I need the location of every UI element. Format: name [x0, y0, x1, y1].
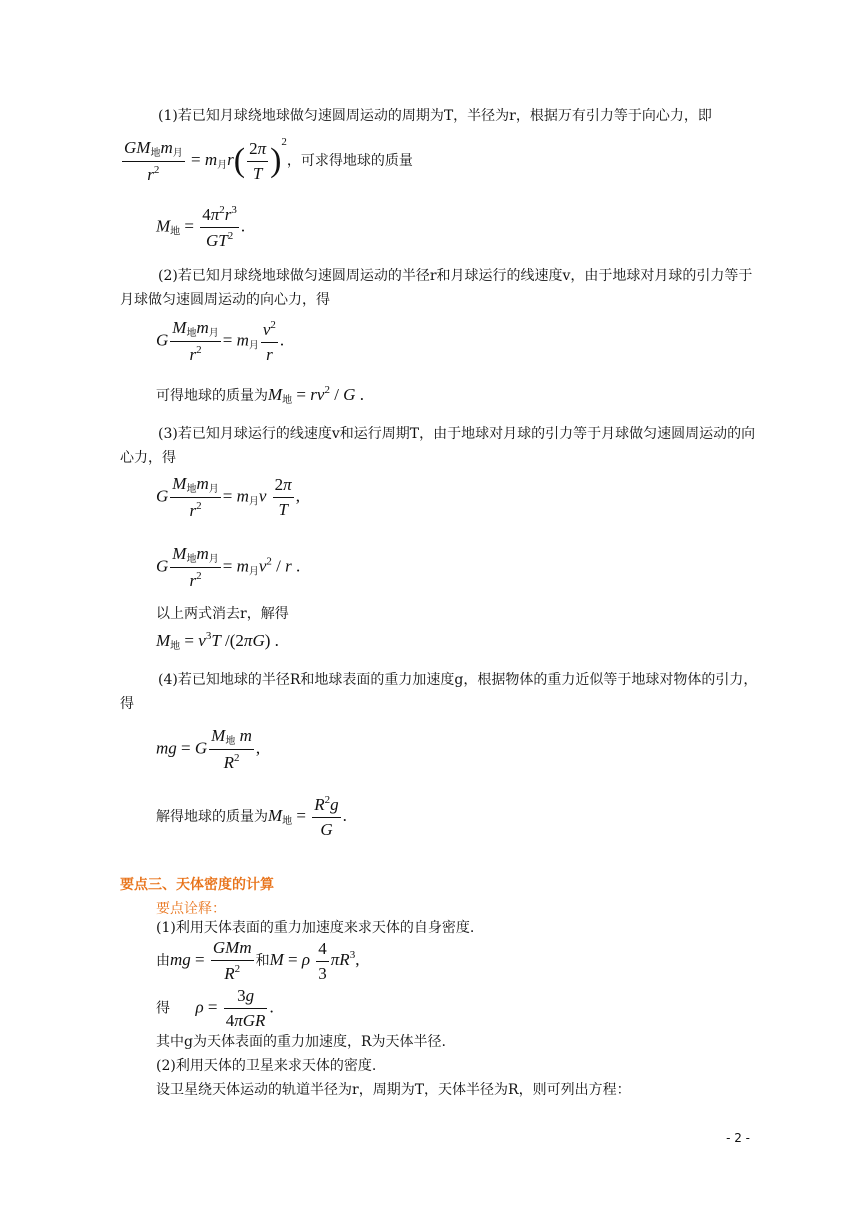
paragraph-1-tail: ，可求得地球的质量 [286, 153, 413, 169]
paragraph-3: (3)若已知月球运行的线速度v和运行周期T，由于地球对月球的引力等于月球做匀速圆周运动的向心力，得 [120, 426, 756, 466]
equation-mass-period: $M_地$ = $\frac{4\pi^2r^3}{GT^2}$ . [156, 204, 246, 250]
mass-result-vt: $M_地 = v^3T$ /(2πG) . [156, 630, 279, 652]
page-number: - 2 - [726, 1131, 750, 1145]
equation-density-result: 得 ρ = $\frac{3g}{\text{4πGR}}$ . [156, 986, 274, 1030]
paragraph-4: (4)若已知地球的半径R和地球表面的重力加速度g，根据物体的重力近似等于地球对物体的引力，得 [120, 672, 758, 712]
eliminate-text: 以上两式消去r，解得 [156, 606, 289, 622]
section-heading: 要点三、天体密度的计算 [120, 877, 274, 893]
paragraph-2: (2)若已知月球绕地球做匀速圆周运动的半径r和月球运行的线速度v，由于地球对月球的引力等于月球做匀速圆周运动的向心力，得 [120, 268, 753, 308]
equation-gravity-velocity: G $\frac{M_地m_月}{r^2}$ = $m_月$ $\frac{v^2}{r}$ . [156, 318, 285, 364]
equation-weight-gravity: mg = G $\frac{M_地 m}{R^2}$ , [156, 726, 261, 772]
item-1: (1)利用天体表面的重力加速度来求天体的自身密度. [156, 920, 475, 936]
equation-gravity-vt: G $\frac{M_地m_月}{r^2}$ = $m_月v$ $\frac{2\pi}{T}$ , [156, 474, 300, 520]
equation-gravity-period: $\frac{GM_地m_月}{r^2}$ = $m_月r$( $\frac{2\pi}{T}$ )$^2$，可求得地球的质量 [124, 136, 413, 184]
section-subheading: 要点诠释： [156, 901, 226, 917]
mass-result-velocity: 可得地球的质量为$M_地 = rv^2 / G$ . [156, 384, 364, 406]
paragraph-1: (1)若已知月球绕地球做匀速圆周运动的周期为T，半径为r，根据万有引力等于向心力，即 [158, 108, 712, 124]
equation-density-setup: 由mg = $\frac{\text{GMm}}{R^2}$ 和M = ρ $\frac{4}{3}$ $\pi R^3$, [156, 938, 360, 983]
equation-gravity-v2r: G $\frac{M_地m_月}{r^2}$ = $m_月v^2$ / r . [156, 544, 301, 590]
mass-result-gravity: 解得地球的质量为$M_地$ = $\frac{R^2g}{G}$ . [156, 794, 347, 839]
item-2-text: 设卫星绕天体运动的轨道半径为r，周期为T，天体半径为R，则可列出方程： [156, 1082, 631, 1098]
item-1-note: 其中g为天体表面的重力加速度，R为天体半径. [156, 1034, 446, 1050]
item-2: (2)利用天体的卫星来求天体的密度. [156, 1058, 377, 1074]
